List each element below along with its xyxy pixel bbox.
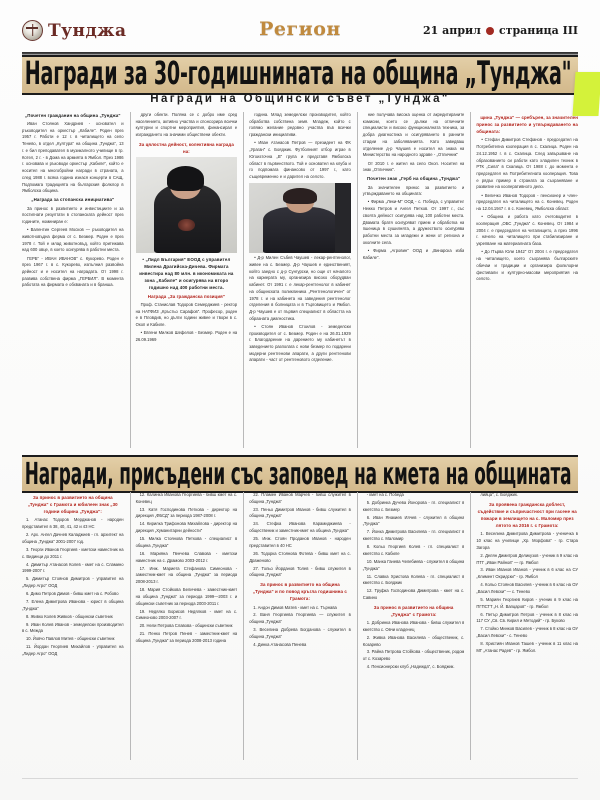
award-list-item: 21. Пенко Петров Пенев - заместник-кмет на община „Тунджа" за периода 2008-2013 година <box>135 631 238 643</box>
headline-banner-primary <box>22 55 578 95</box>
award-list-item: 2. Ваня Георгиева Георгиева — служител в община „Тунджа" <box>249 612 351 625</box>
award-list-item: 12. Труфка Господинова Димитрова - кмет на с. Савино <box>362 588 465 601</box>
award-list-item: 9. Иван Колев Иванов - земеделски производител в с. Межда <box>22 621 124 634</box>
award-list-item: 19. Недялко Борисов Недялков - кмет на с. Симеоново 2003-2007 г. <box>135 608 238 621</box>
article-column-3 <box>243 492 351 760</box>
award-list-item: 11. Славка Христова Колева - гл. специалист в кметство с. Бояджик <box>362 573 465 586</box>
award-list-item: 5. Добринка Дучева Йонорова - гл. специалист в кметство с. Безмер <box>362 499 465 512</box>
award-list-item: лийца", с. Бояджик. <box>480 492 518 497</box>
masthead <box>22 18 578 52</box>
column-highlight-heading: щина „Тунджа" — сребърен, за значителен принос за развитието и утвърждаването на общината: <box>476 115 578 135</box>
article-column-1 <box>22 492 124 760</box>
award-list-item: - кмет на с. Победа <box>366 492 404 497</box>
award-list-item: 12. Калинка Иванова Георгиева - бивш кмет на с. Коневец <box>135 492 238 504</box>
column-subheading: Почетен знак „Герб на община „Тунджа" <box>366 176 461 182</box>
award-list-item: 6. Петър Димитров Петров - ученик в 8 клас на 117 СУ „Св. Св. Кирил и Методий" - гр. Буково <box>476 611 578 624</box>
photo-hair-shape <box>167 166 204 191</box>
body-paragraph: Проф. Станислав Тодоров Семерджиев - ректор на НАТФИЗ „Кръстьо Сарафов". Професор, роден е в Пловдив, но дълги години живее и твори в с. Окоп и Кабиле. <box>135 301 238 328</box>
article-column-5 <box>470 492 578 760</box>
award-list-item: 27. Тольо Йорданов Толев - бивш служител в община „Тунджа" <box>249 565 351 578</box>
award-list-item: 3. Райна Петрова Стоlikова - общественик, родом от с. Козарево <box>362 649 465 662</box>
top-article-columns <box>22 112 578 448</box>
headline-banner-secondary <box>22 455 578 493</box>
award-list-item: 5. Мариян Георгиев Киров - ученик в 9 клас на ПГПСТТ „Н. Й. Вапцаров" - гр. Ямбол <box>476 596 578 609</box>
body-paragraph: За принос в развитието и инвестициите и за постигнати резултати в стопанската дейност през годините, номиниран е: <box>22 205 124 224</box>
issue-date: 21 април <box>423 24 481 37</box>
headline-banner-secondary-text: Награди, присъдени със заповед на кмета на общината <box>24 455 572 492</box>
photo-dark-strip-shape <box>335 183 351 253</box>
award-list-item: 8. Християн Иванов Ташев - ученик в 11 клас на МГ „Атанас Радев" - гр. Ямбол. <box>476 641 578 653</box>
award-list-item: 13. Катя Господинова Петкова - директор на дирекция „ФБСД" за периода 1987-2008 г. <box>135 506 238 519</box>
column-highlight-heading: За принос в развитието на община „Тунджа" с Грамота: <box>373 604 454 617</box>
column-highlight-heading: Награда „За гражданска позиция" <box>147 293 225 299</box>
photo-woman-with-award <box>136 157 238 253</box>
column-highlight-heading: За проявена гражданска доблест, съдействие и съпричастност при гасене на пожари в землището на с. Маломир през лятото на 2016 г. с Грамота: <box>477 501 577 529</box>
section-title: Регион <box>259 18 341 40</box>
award-list-item: 6. Димо Петров Димов - бивш кмет на с. Робово <box>26 590 119 596</box>
award-list-item: 1. Атанас Тодоров Мерджанов - народен представител в 38, 40, 41, 42 и 43 НС <box>22 517 124 530</box>
body-paragraph: година. Млад земеделски производител, който обработва собствена земя. Младеж, който с голямо желание редовно участва във всички граждански инициативи. <box>249 112 351 138</box>
column-highlight-heading: За принос в развитието на община „Тунджа" с Грамота и юбилеен знак „30 години община „Тунджа": <box>27 495 118 515</box>
body-paragraph: • До Първа Юли 1942" От 2004 г. е председател на читалището, което съхранява българските обичаи и традиции и организира фолклорни фестивали и културно-масови мероприятия на селото. <box>476 249 578 282</box>
award-list-item: 2. Живка Иванова Василева - общественик, с. Козарево <box>362 634 465 647</box>
body-paragraph: • Община и работа като счетоводител в кооперация „ОБС „Тунджа" с. Коневец. От 1984 и 2004 г. е председател на читалището, а през 1996 г. начело на читалището при стабилизиране и укрепване на материалната база. <box>476 214 578 247</box>
award-list-item: 11. Йордан Георгиев Михайлов - управител на „Лидер Агро" ООД <box>22 644 124 657</box>
body-paragraph: ГЕРБ" - ИВАН ИВАНОВ" с. Кукорево. Роден е през 1967 г. в с. Кукорево, изпълнил развойна дейност и е носител на наградата. От 1998 г. развива собствена фирма „ГЕРБИЛ". В момента работата на фирмата е обхваната и в бранша. <box>22 255 124 288</box>
column-highlight-heading: За принос в развитието на община „Тунджа" и по повод кръгла годишнина с Грамота: <box>253 582 347 602</box>
footer-divider <box>22 778 578 779</box>
award-list-item: 4. Кольо Стоянов Василев - ученик в 6 клас на ОУ „Васил Левски" — с. Тенево <box>476 582 578 594</box>
photo-man-portrait <box>249 183 351 253</box>
column-subheading: „Почетен гражданин на община „Тунджа" <box>24 113 121 118</box>
body-paragraph: • Д-р Милен Събев Чаушев - лекар-рентгенолог, живее на с. Безмер. Д-р Чаушев е единственият, който заедно с д-р Сунгурски, но още от началото на кариерата му, организира високо оборудван кабинет. От 1991 г. е лекар-рентгенолог в кабинет на общинската поликлиника „Рентгенологичен" от 1978 г. и на кабинета на заведения рентгенолог отделения в болницата и в Търговището и Ямбол. Д-р Чаушев е от първия специалист в областта на образната диагностика. <box>249 255 351 321</box>
body-paragraph: За значителен принос за развитието и утвърждаването на общината: <box>362 184 465 197</box>
award-list-item: 6. Иван Янакиев Илчев - служител в община „Тунджа" <box>362 514 465 527</box>
article-column-1 <box>22 112 124 448</box>
award-list-item: 1. Андон Димов Матев - кмет на с. Търнава <box>253 604 337 610</box>
body-paragraph: • Фирма „Леки-М" ООД - с. Победа, с управител Нежко Петров и Ангел Петков. От 1997 г., със своята дейност осигурява над 100 работни места. Двамата братя осигуряват прием и обработка на пшеница в сушилнята, а дружеството осигурява работни места за младежи и жени от региона и околните села. <box>362 199 465 245</box>
red-dot-icon <box>486 27 494 35</box>
bottom-article-columns <box>22 492 578 760</box>
body-paragraph: • Валентин Сергеев Москов — ръководител на животновъдна ферма от с. Безмер. Роден е през 1978 г. Той е млад животновъд, който притежава над 600 овце, в което осигурява в работни места. <box>22 227 124 253</box>
article-column-2 <box>130 492 238 760</box>
body-paragraph: • Величко Иванов Тодоров - пенсионер и член-председател на читалището на с. Коневец. Роден на 12.04.1947 г. в с. Коневец, Ямболска област. <box>476 192 578 212</box>
award-list-item: 16. Марияна Пенчева Славова - кметски наместник на с. Драмово 2003-2012 г. <box>135 550 238 563</box>
page-number-label: страница III <box>498 24 578 37</box>
headline-banner-primary-text: Награди за 30-годишнината на община „Тунджа" <box>24 55 572 93</box>
award-list-item: 26. Тодорка Стоянова Фотева - бивш кмет на с. Драженово <box>249 550 351 563</box>
body-paragraph: други обекти. Поляна се с добро име сред населението, активно участва и спонсорира всички културни и спортни мероприятия, финансирал е изграждането на значими обществени обекти. <box>135 112 238 138</box>
photo-body-shape <box>263 207 336 253</box>
award-list-item: 15. Милка Стоянова Петкова - специалист в община „Тунджа" <box>135 536 238 548</box>
body-paragraph: От 2010 г. е жител на село Окоп. Носител на знак „Отличник". <box>362 160 465 173</box>
award-list-item: 2. Арх. Ангел Дачнев Каладжиев - гл. архитект на община „Тунджа" 2001-2007 год. <box>22 532 124 544</box>
subheadline: Награди на Общински съвет „Тунджа" <box>150 93 450 105</box>
award-list-item: 25. Инж. Стоян Проданов Иванов - народен представител в 40 НС <box>249 536 351 548</box>
award-list-item: 2. Делян Димитров Деликузов - ученик в 9 клас на ПТГ „Иван Райнов" — гр. Ямбол <box>476 552 578 565</box>
award-list-item: 4. Димитър Атанасов Колев - кмет на с. Сламино 1999-2007 г. <box>22 561 124 574</box>
body-paragraph: ние получава висока оценка от акредитираните комисии, което се дължи на отличните специалисти и високо функционалната техника, за добра диагностика и осигуряването в ранните стадии на заболяванията. Като заведващ отделение д-р Чаушев е носител на знака на Министерство на народното здраве - „Отличник" <box>362 112 465 158</box>
award-list-item: 3. Веселина Добрева Богданова - служител в община „Тунджа" <box>249 627 351 639</box>
award-list-item: 5. Димитър Стоянов Димитров - управител на „Лидер Агро" ООД <box>22 576 124 589</box>
award-list-item: 20. Нели Петрова Славова - общински съветник <box>139 623 233 629</box>
article-column-2 <box>130 112 238 448</box>
award-list-item: 3. Иван Иванов Иванов - ученик в 6 клас на СУ „Климент Охридски" - гр. Ямбол <box>476 567 578 580</box>
award-list-item: 24. Стефка Иванова Карамиджиева - общественик и заместник-кмет на община „Тунджа" <box>249 521 351 534</box>
award-list-item: 10. Манка Ганева Челебиева - служител в община „Тунджа" <box>362 558 465 571</box>
article-column-3 <box>243 112 351 448</box>
award-list-item: 4. Динка Атанасова Пенева <box>253 641 307 647</box>
issue-info <box>423 24 578 37</box>
award-list-item: 7. Стойко Минков Василев - ученик в 8 клас на ОУ „Васил Левски" - с. Тенево <box>476 626 578 639</box>
award-list-item: 8. Кольо Георгиев Колев - гл. специалист в кметство с. Кабиле <box>362 544 465 556</box>
article-column-4 <box>357 492 465 760</box>
body-paragraph: • Стоян Иванов Стоилов - земеделски производител от с. Безмер. Роден е на 26.01.1929 г. Благодарение на дарението му кабинетът в заведението разполага с нови безмер по подарени модерни рентгенови апарати, а други рентгенови апарати - част от рентгеновото отделение. <box>249 323 351 363</box>
body-paragraph: Иван Стоянов Хандриев - основател и ръководител на оркестър „Кабиле". Роден през 1957 г. Работи е 12 г. в читалището на село Тенево, в отдел „Култура" на община „Тунджа", 13 г. е бил преподавател в музикалното училище в гр. Котел, 2 г. - в Дома на армията в Ямбол. През 1986 г. основава и ръководи оркестър „Кабиле", който е носител на многобройни награди в страната, а след 1988 г. всяка година изнася концерти в САЩ. Подпомага традицията на българския фолклор в Ямболска община. <box>22 121 124 194</box>
award-list-item: 7. Йонка Димитрова Василева - гл. специалист в кметство с. Маломир <box>362 529 465 542</box>
award-list-item: 10. Йовчо Павлов Митев - общински съветник <box>26 636 115 642</box>
column-subheading: „Награда за стопанска инициатива" <box>31 197 115 203</box>
award-list-item: 1. Веселина Димитрова Димитрова - ученичка в 10 клас на училище „Хр. Морфова" - гр. Стара Загора <box>476 531 578 550</box>
photo-flower-shape <box>178 219 194 231</box>
article-column-4 <box>357 112 465 448</box>
award-list-item: 23. Пеньо Димитров Иванов - бивш служител в община „Тунджа" <box>249 506 351 519</box>
award-list-item: 3. Георги Иванов Георгиев - кметски наместник на с. Видинци до 2011 г. <box>22 546 124 559</box>
body-paragraph: • Стефан Димитров Стефанов - председател на Потребителна кооперация в с. Скалица. Роден на 24.12.1952 г. в с. Скалица. След завършване на образованието си работи като хладилен техник в РТК „Сила" в Скалица. От 1988 г. до момента е председател на Потребителната кооперация. Това е рядък пример в страната за съхраняване и развитие на кооперативното дело. <box>476 137 578 190</box>
award-list-item: 1. Добринка Иванова Иванова - бивш служител в кметство с. Овчи кладенец <box>362 620 465 632</box>
column-subheading: • „Лидл България" ЕООД с управител Милена Драгийска-Дичева. Фирмата инвестира над 80 млн. в икономиката на зона „Кабиле" и осигурява на второ годишно над 400 работни места. <box>139 256 234 290</box>
award-list-item: 22. Пламен Иванов Марчев - бивш служител в община „Тунджа" <box>249 492 351 504</box>
body-paragraph: • Иван Атанасов Петров — президент на ФК „Ураган" с. Бояджик. Футболният отбор играе в Югоизточна „В" група и представя Ямболска област в първенството. Той е основател на клуба и го подпомага финансово от 1997 г., като същевременно е и дарител на селото. <box>249 140 351 179</box>
column-highlight-heading: За цялостна дейност, колективна награда на: <box>138 141 234 154</box>
award-list-item: 4. Пенсионерски клуб „Надежда", с. Бояджик. <box>366 664 455 670</box>
publication-title: Тунджа <box>48 20 127 41</box>
article-column-5 <box>470 112 578 448</box>
photo-hair-shape <box>283 188 318 205</box>
award-list-item: 18. Мария Стойкова Беличева - заместник-кмет на община „Тунджа" за периода 1999—2003 г. и общински съветник за периода 2003-2011 г. <box>135 587 238 606</box>
award-list-item: 14. Кирилка Трифонова Михайлова - директор на дирекция „Хуманитарни дейности" <box>135 521 238 534</box>
body-paragraph: • Евгени Милков Шефелов - Безмер. Роден е на 26.09.1969 <box>135 330 238 343</box>
body-paragraph: • Фирма „Агровин" ООД и „Винарска изба Кабиле". <box>362 247 465 260</box>
award-list-item: 7. Елена Димитрова Иванова - юрист в община „Тунджа" <box>22 598 124 611</box>
award-list-item: 17. Инж. Мариета Стефанова Симеонова - заместник-кмет на община „Тунджа" за периода 2008-2013 г. <box>135 565 238 585</box>
award-list-item: 8. Живко Колев Живков - общински съветник <box>26 613 113 619</box>
